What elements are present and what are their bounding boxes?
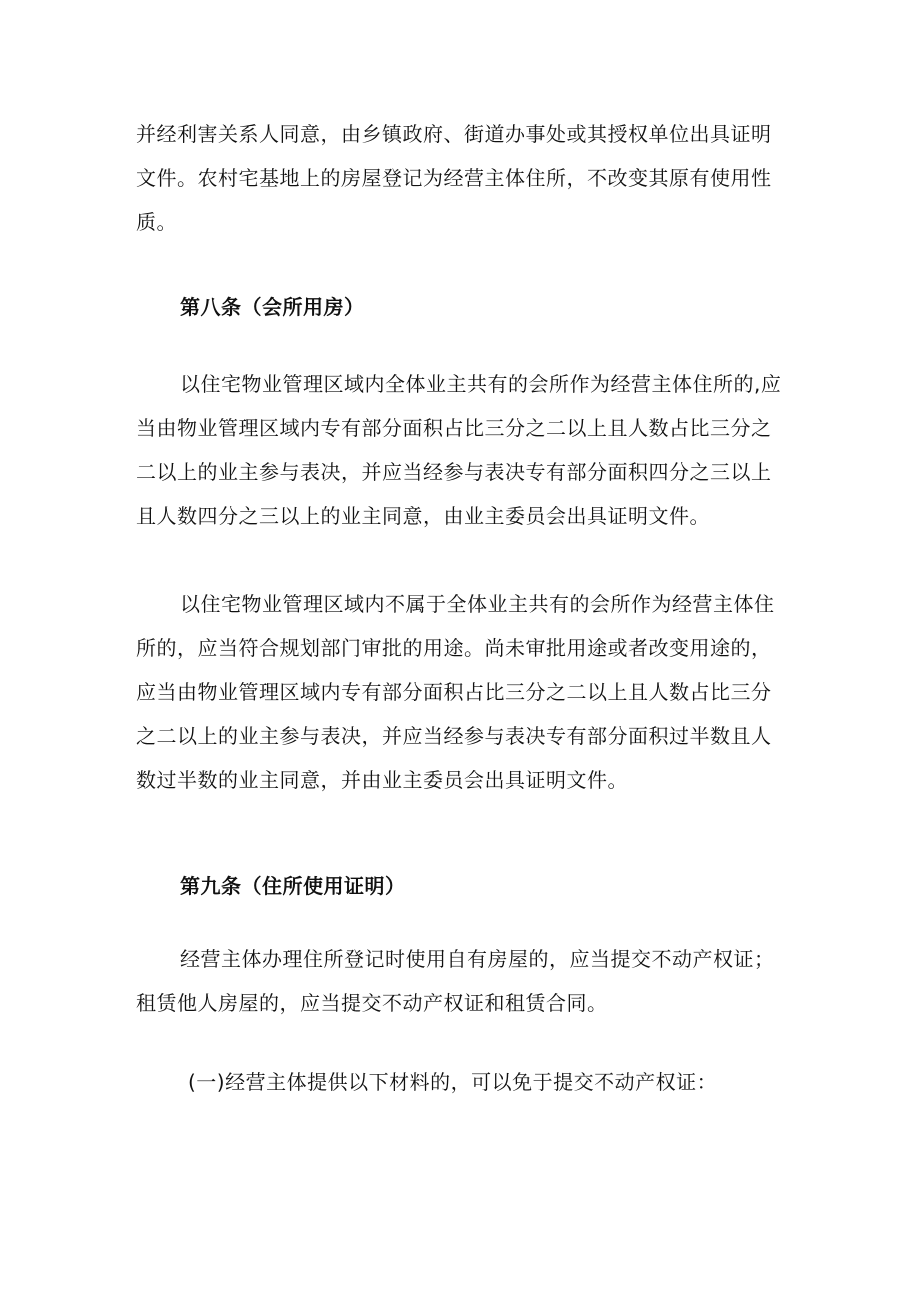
text-line: 租赁他人房屋的，应当提交不动产权证和租赁合同。 xyxy=(136,991,608,1015)
text-line: 且人数四分之三以上的业主同意，由业主委员会出具证明文件。 xyxy=(136,504,710,528)
text-line: 质。 xyxy=(136,210,177,234)
text-line: 二以上的业主参与表决，并应当经参与表决专有部分面积四分之三以上 xyxy=(136,460,772,484)
text-line: 并经利害关系人同意，由乡镇政府、街道办事处或其授权单位出具证明 xyxy=(136,122,772,146)
paragraph-continued xyxy=(136,112,776,244)
text-line: 以住宅物业管理区域内全体业主共有的会所作为经营主体住所的,应 xyxy=(180,372,782,396)
text-line: 之二以上的业主参与表决，并应当经参与表决专有部分面积过半数且人 xyxy=(136,724,772,748)
article-8-paragraph-1 xyxy=(136,362,782,538)
article-9-paragraph-1 xyxy=(136,937,776,1025)
text-line: 所的，应当符合规划部门审批的用途。尚未审批用途或者改变用途的， xyxy=(136,636,772,660)
heading-text: 第八条（会所用房） xyxy=(180,295,365,319)
text-line: 文件。农村宅基地上的房屋登记为经营主体住所，不改变其原有使用性 xyxy=(136,166,772,190)
text-line: 经营主体办理住所登记时使用自有房屋的，应当提交不动产权证； xyxy=(180,947,775,971)
text-line: 应当由物业管理区域内专有部分面积占比三分之二以上且人数占比三分 xyxy=(136,680,772,704)
article-9-heading xyxy=(180,864,820,908)
text-line: (一)经营主体提供以下材料的，可以免于提交不动产权证： xyxy=(188,1070,718,1094)
article-8-heading xyxy=(180,285,820,329)
article-8-paragraph-2 xyxy=(136,582,776,802)
text-line: 以住宅物业管理区域内不属于全体业主共有的会所作为经营主体住 xyxy=(180,592,775,616)
text-line: 数过半数的业主同意，并由业主委员会出具证明文件。 xyxy=(136,768,628,792)
text-line: 当由物业管理区域内专有部分面积占比三分之二以上且人数占比三分之 xyxy=(136,416,772,440)
article-9-item-1 xyxy=(136,1060,776,1104)
heading-text: 第九条（住所使用证明） xyxy=(180,874,406,898)
